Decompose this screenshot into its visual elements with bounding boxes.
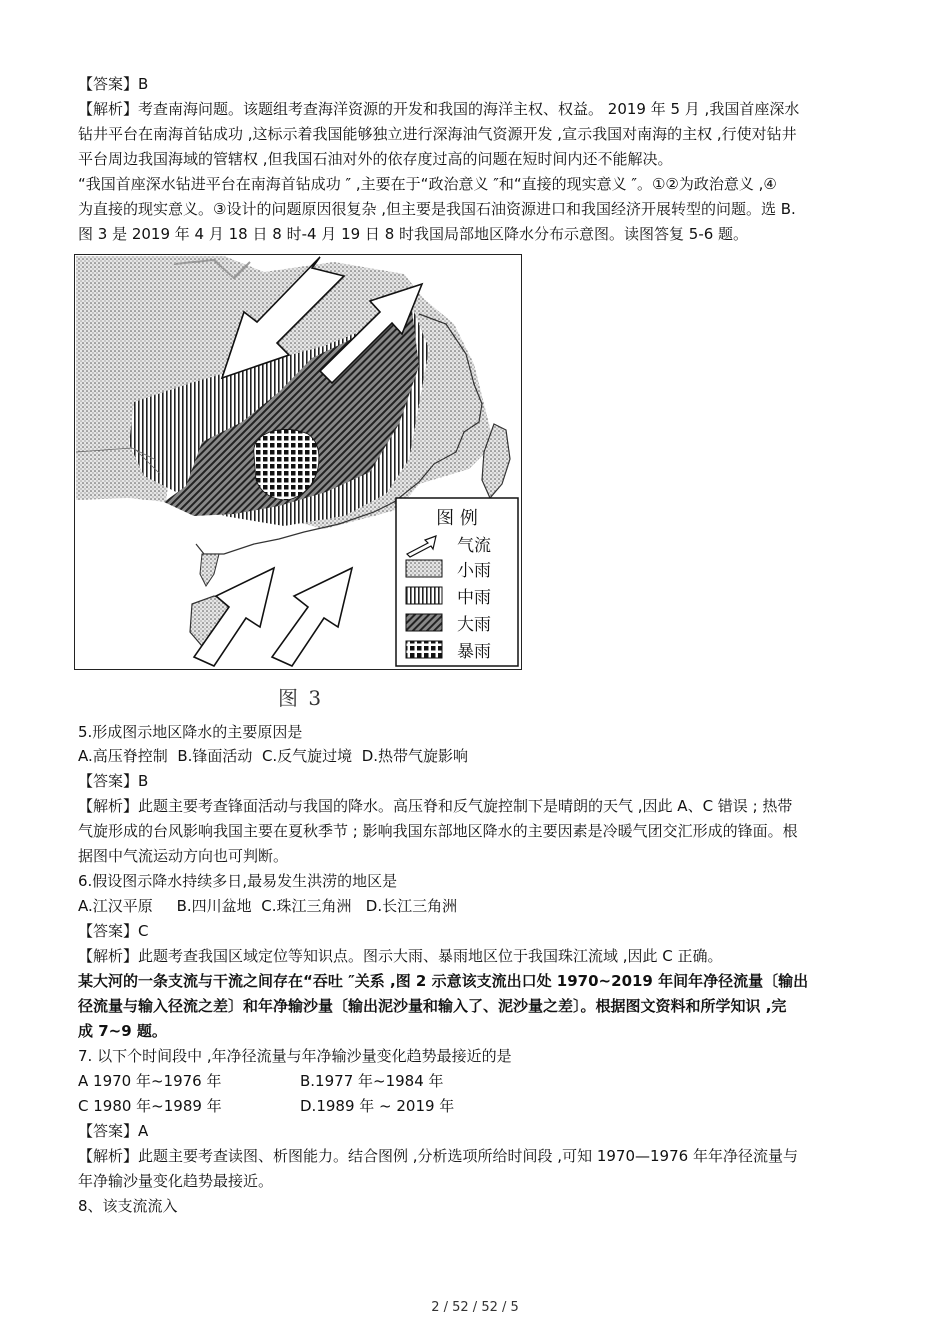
q5-option-a: A.高压脊控制: [78, 747, 168, 765]
q6-options: [78, 896, 457, 916]
q4-answer: 【答案】B: [78, 75, 149, 93]
legend-swatch-light-rain: [406, 560, 442, 577]
q4-analysis-line-5: 为直接的现实意义。③设计的问题原因很复杂 ,但主要是我国石油资源进口和我国经济开展转型的问题。选 B.: [78, 200, 796, 218]
q5-option-c: C.反气旋过境: [261, 747, 353, 765]
legend-title: 图 例: [436, 508, 478, 529]
q6-answer: 【答案】C: [78, 922, 149, 940]
q7-intro-line-3: 成 7~9 题。: [78, 1022, 167, 1040]
legend-label-moderate-rain: 中雨: [457, 588, 491, 608]
q6-option-d: D.长江三角洲: [365, 897, 458, 915]
q6-option-b: B.四川盆地: [176, 897, 252, 915]
q5-analysis-line-3: 据图中气流运动方向也可判断。: [78, 847, 289, 865]
q5-stem: 5.形成图示地区降水的主要原因是: [78, 723, 303, 741]
figure-caption: 图 3: [278, 686, 324, 710]
legend-label-airflow: 气流: [457, 536, 491, 556]
legend-label-light-rain: 小雨: [457, 561, 491, 581]
q7-intro-line-2: 径流量与输入径流之差〕和年净输沙量〔输出泥沙量和输入了、泥沙量之差〕。根据图文资料和所学知识 ,完: [78, 997, 787, 1015]
legend-swatch-rainstorm: [406, 641, 442, 658]
q7-analysis-line-2: 年净输沙量变化趋势最接近。: [78, 1172, 274, 1190]
q4-analysis-line-4: “我国首座深水钻进平台在南海首钻成功 ″ ,主要在于“政治意义 ″和“直接的现实意义 ″。①②为政治意义 ,④: [78, 175, 777, 193]
q7-intro-line-1: 某大河的一条支流与干流之间存在“吞吐 ″关系 ,图 2 示意该支流出口处 1970~2019 年间年净径流量〔输出: [78, 972, 809, 990]
q5-option-b: B.锋面活动: [177, 747, 253, 765]
q7-option-c: C 1980 年~1989 年: [78, 1097, 222, 1115]
q5-options: [78, 746, 468, 766]
q4-analysis-line-1: 【解析】考查南海问题。该题组考查海洋资源的开发和我国的海洋主权、权益。 2019 年 5 月 ,我国首座深水: [78, 100, 800, 118]
q5-analysis-line-2: 气旋形成的台风影响我国主要在夏秋季节 ; 影响我国东部地区降水的主要因素是冷暖气团交汇形成的锋面。根: [78, 822, 798, 840]
q7-stem: 7. 以下个时间段中 ,年净径流量与年净输沙量变化趋势最接近的是: [78, 1047, 512, 1065]
q6-option-c: C.珠江三角洲: [261, 897, 352, 915]
legend-swatch-heavy-rain: [406, 614, 442, 631]
q7-answer: 【答案】A: [78, 1122, 149, 1140]
legend-swatch-moderate-rain: [406, 587, 442, 604]
page-number: 2 / 52 / 52 / 5: [431, 1300, 519, 1315]
q7-analysis-line-1: 【解析】此题主要考查读图、析图能力。结合图例 ,分析选项所给时间段 ,可知 1970—1976 年年净径流量与: [78, 1147, 798, 1165]
legend-box: [396, 498, 518, 666]
q8-stem: 8、该支流流入: [78, 1197, 178, 1215]
q6-stem: 6.假设图示降水持续多日,最易发生洪涝的地区是: [78, 872, 398, 890]
q5-answer: 【答案】B: [78, 772, 149, 790]
q6-option-a: A.江汉平原: [78, 897, 153, 915]
q7-option-d: D.1989 年 ~ 2019 年: [300, 1097, 455, 1115]
legend-label-rainstorm: 暴雨: [457, 642, 491, 662]
q6-analysis-line-1: 【解析】此题考查我国区域定位等知识点。图示大雨、暴雨地区位于我国珠江流域 ,因此 C 正确。: [78, 947, 723, 965]
q7-option-b: B.1977 年~1984 年: [300, 1072, 444, 1090]
q5-option-d: D.热带气旋影响: [361, 747, 469, 765]
q4-analysis-line-3: 平台周边我国海域的管辖权 ,但我国石油对外的依存度过高的问题在短时间内还不能解决。: [78, 150, 673, 168]
q4-analysis-line-2: 钻井平台在南海首钻成功 ,这标示着我国能够独立进行深海油气资源开发 ,宣示我国对南海的主权 ,行使对钻井: [78, 125, 797, 143]
legend-label-heavy-rain: 大雨: [457, 615, 491, 635]
q5-analysis-line-1: 【解析】此题主要考查锋面活动与我国的降水。高压脊和反气旋控制下是晴朗的天气 ,因此 A、C 错误 ; 热带: [78, 797, 793, 815]
precipitation-map: [74, 254, 522, 670]
figure-intro: 图 3 是 2019 年 4 月 18 日 8 时-4 月 19 日 8 时我国局部地区降水分布示意图。读图答复 5-6 题。: [78, 225, 749, 243]
q7-option-a: A 1970 年~1976 年: [78, 1072, 222, 1090]
